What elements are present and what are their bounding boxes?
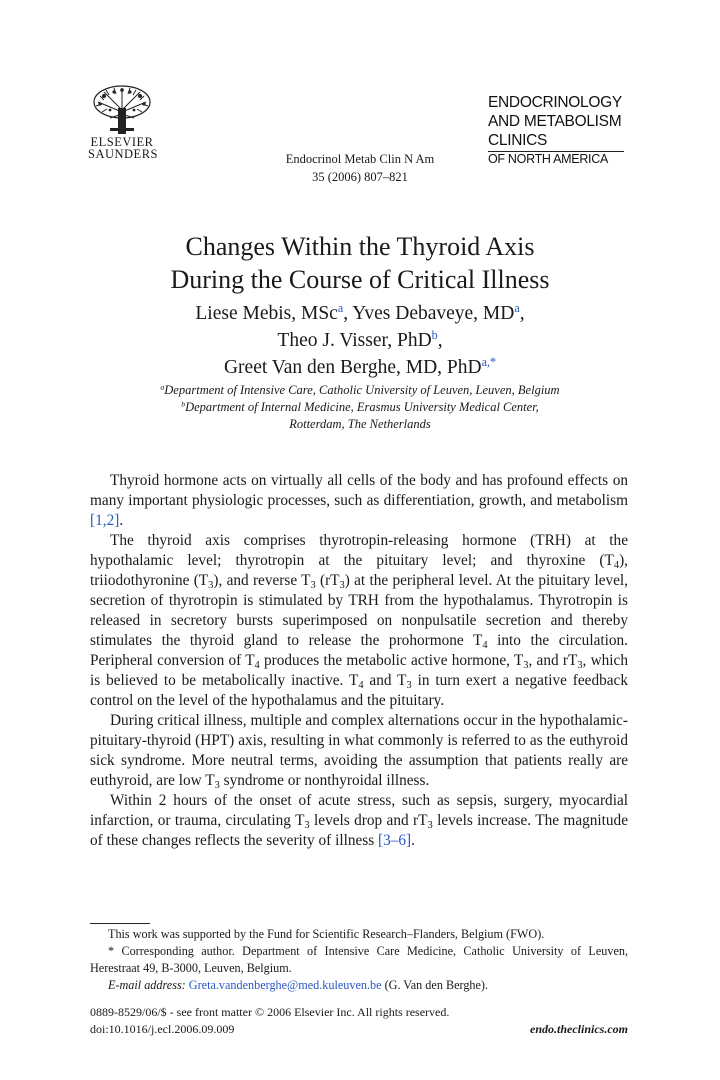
author-name: Yves Debaveye, MD <box>352 303 515 324</box>
citation-link[interactable]: [3–6] <box>378 832 412 849</box>
footnote-divider <box>90 923 150 924</box>
paragraph-1: Thyroid hormone acts on virtually all cells of the body and has profound effects on many important physiologic processes, such as differentiation, growth, and metabolism [1,2]. <box>90 472 628 529</box>
author-list <box>60 300 660 381</box>
author-affiliation-link[interactable]: a,* <box>481 354 497 369</box>
title-line-2: During the Course of Critical Illness <box>170 265 550 294</box>
journal-line-1: ENDOCRINOLOGY <box>488 94 622 111</box>
footer-url[interactable]: endo.theclinics.com <box>530 1022 628 1036</box>
article-title <box>60 230 660 296</box>
author-line-3 <box>60 354 660 381</box>
journal-line-4: OF NORTH AMERICA <box>488 152 608 166</box>
citation-link[interactable]: [1,2] <box>90 512 120 529</box>
email-link[interactable]: Greta.vandenberghe@med.kuleuven.be <box>188 978 382 992</box>
affiliations <box>60 382 660 433</box>
author-name: Liese Mebis, MSc <box>195 303 338 324</box>
author-name: Theo J. Visser, PhD <box>277 330 432 351</box>
footnotes <box>90 926 628 994</box>
elsevier-tree-icon <box>90 84 154 136</box>
author-affiliation-link[interactable]: a <box>514 300 520 315</box>
publisher-logo <box>88 84 156 160</box>
author-line-1: Liese Mebis, MSc$^a$, Yves Debaveye, MD$^a$, <box>195 300 525 324</box>
footnote-email: E-mail address: Greta.vandenberghe@med.kuleuven.be (G. Van den Berghe). <box>108 978 489 992</box>
author-name: Greet Van den Berghe, MD, PhD <box>223 357 482 378</box>
footer-issn: 0889-8529/06/$ - see front matter © 2006 Elsevier Inc. All rights reserved. <box>90 1005 450 1019</box>
paragraph-2: The thyroid axis comprises thyrotropin-releasing hormone (TRH) at the hypothalamic level; thyrotropin at the pituitary level; and thyroxine $(T_4)$, triiodothyronine $(T_3)$, and reverse $T_3$ $(rT_3)$ at the peripheral level. At the pituitary level, secretion of thyrotropin is stimulated by TRH from the hypothalamus. Thyrotropin is released in secretory bursts superimposed on nonpulsatile secretion and thereby stimulates the thyroid gland to release the prohormone $T_4$ into the circulation. Peripheral conversion of $T_4$ produces the metabolic active hormone, $T_3$, and $rT_3$, which is believed to be metabolically inactive. $T_4$ and $T_3$ in turn exert a negative feedback control on the level of the hypothalamus and the pituitary. <box>90 532 629 709</box>
affiliation-b-cont: Rotterdam, The Netherlands <box>289 417 431 431</box>
citation-journal: Endocrinol Metab Clin N Am <box>285 152 435 166</box>
author-affiliation-link[interactable]: b <box>431 327 438 342</box>
author-line-2: Theo J. Visser, PhD$^b$, <box>277 327 443 351</box>
footer-rights <box>90 1004 449 1038</box>
journal-citation <box>260 150 460 186</box>
footnote-funding: This work was supported by the Fund for Scientific Research–Flanders, Belgium (FWO). <box>108 927 545 941</box>
author-affiliation-link[interactable]: a <box>337 300 344 315</box>
paragraph-4: Within 2 hours of the onset of acute stress, such as sepsis, surgery, myocardial infarction, or trauma, circulating $T_3$ levels drop and $rT_3$ levels increase. The magnitude of these changes reflects the severity of illness [3–6]. <box>90 792 628 849</box>
publisher-imprint: SAUNDERS <box>88 147 158 161</box>
citation-volume: 35 (2006) 807–821 <box>312 170 408 184</box>
paragraph-3: During critical illness, multiple and complex alternations occur in the hypothalamic-pituitary-thyroid (HPT) axis, resulting in what commonly is referred to as the euthyroid sick syndrome. More neutral terms, avoiding the assumption that patients really are euthyroid, are low $T_3$ syndrome or nonthyroidal illness. <box>90 712 628 791</box>
affiliation-b: $^b$Department of Internal Medicine, Erasmus University Medical Center, <box>181 399 539 414</box>
title-line-1: Changes Within the Thyroid Axis <box>185 232 535 261</box>
affiliation-a: $^a$Department of Intensive Care, Catholic University of Leuven, Leuven, Belgium <box>160 382 560 397</box>
article-body <box>90 471 628 851</box>
footer-doi[interactable]: doi:10.1016/j.ecl.2006.09.009 <box>90 1022 235 1036</box>
journal-line-3: CLINICS <box>488 132 548 149</box>
footnote-corresponding: * Corresponding author. Department of Intensive Care Medicine, Catholic University of Leuven, Herestraat 49, B-3000, Leuven, Belgium. <box>90 944 628 975</box>
journal-line-2: AND METABOLISM <box>488 113 622 130</box>
journal-brand <box>488 93 624 167</box>
publisher-name: ELSEVIER <box>90 135 154 149</box>
